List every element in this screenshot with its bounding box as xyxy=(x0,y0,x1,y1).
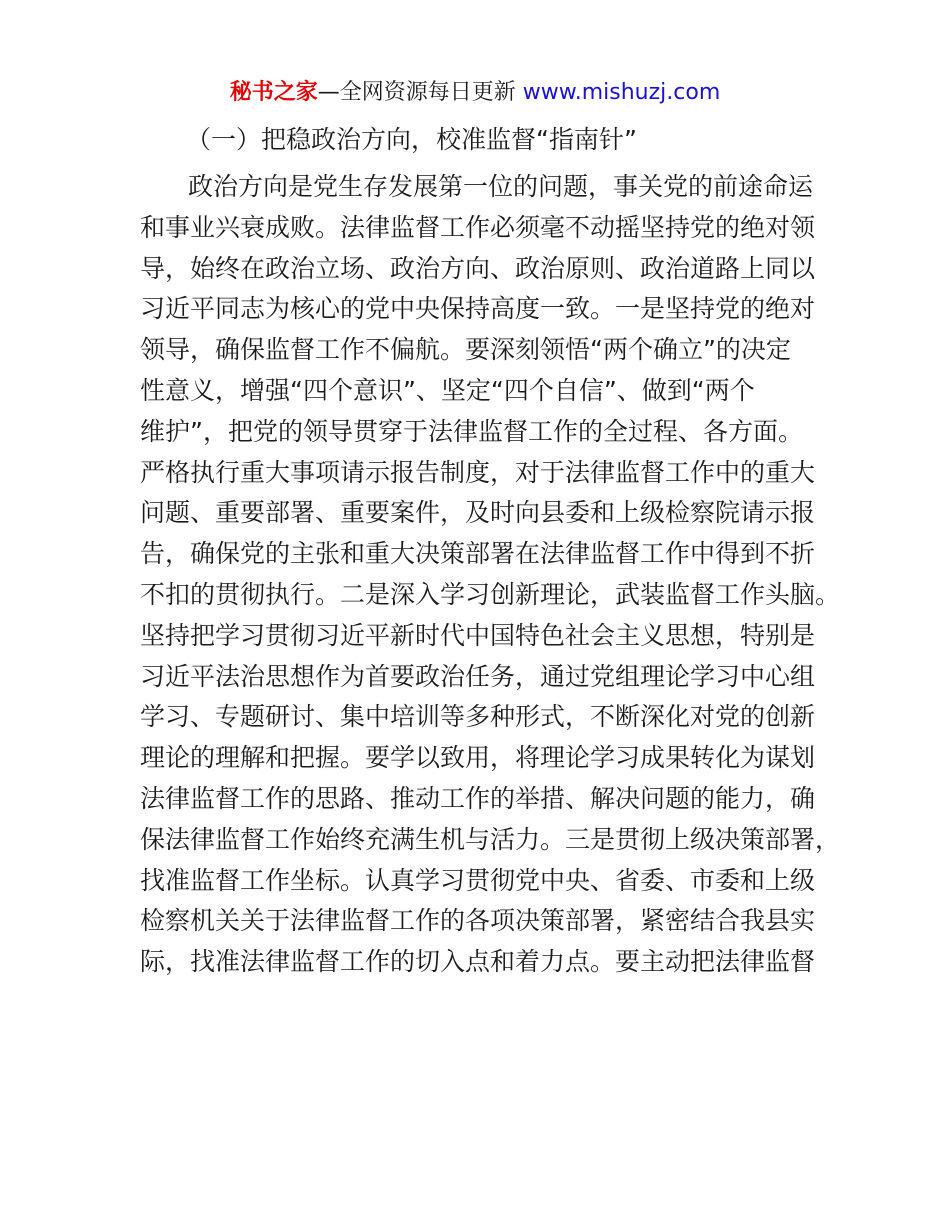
body-line: 问题、重要部署、重要案件，及时向县委和上级检察院请示报 xyxy=(140,498,816,528)
body-line: 学习、专题研讨、集中培训等多种形式，不断深化对党的创新 xyxy=(140,702,816,732)
body-line: 政治方向是党生存发展第一位的问题，事关党的前途命运 xyxy=(188,172,814,201)
site-header xyxy=(0,78,950,108)
body-line: 维护”，把党的领导贯穿于法律监督工作的全过程、各方面。 xyxy=(140,416,803,446)
section-heading: （一）把稳政治方向，校准监督“指南针” xyxy=(186,125,637,154)
body-line: 告，确保党的主张和重大决策部署在法律监督工作中得到不折 xyxy=(140,539,816,569)
brand-name: 秘书之家 xyxy=(229,80,318,105)
body-line: 不扣的贯彻执行。二是深入学习创新理论，武装监督工作头脑。 xyxy=(140,579,841,609)
body-line: 坚持把学习贯彻习近平新时代中国特色社会主义思想，特别是 xyxy=(140,620,816,650)
body-line: 导，始终在政治立场、政治方向、政治原则、政治道路上同以 xyxy=(140,253,816,283)
body-line: 际，找准法律监督工作的切入点和着力点。要主动把法律监督 xyxy=(140,947,816,977)
body-line: 习近平同志为核心的党中央保持高度一致。一是坚持党的绝对 xyxy=(140,294,816,324)
body-line: 找准监督工作坐标。认真学习贯彻党中央、省委、市委和上级 xyxy=(140,865,816,895)
body-paragraph xyxy=(140,167,840,983)
body-line: 性意义，增强“四个意识”、坚定“四个自信”、做到“两个 xyxy=(140,375,755,405)
body-line: 保法律监督工作始终充满生机与活力。三是贯彻上级决策部署， xyxy=(140,824,841,854)
body-line: 理论的理解和把握。要学以致用，将理论学习成果转化为谋划 xyxy=(140,743,816,773)
body-line: 领导，确保监督工作不偏航。要深刻领悟“两个确立”的决定 xyxy=(140,335,791,365)
body-line: 严格执行重大事项请示报告制度，对于法律监督工作中的重大 xyxy=(140,457,816,487)
body-line: 检察机关关于法律监督工作的各项决策部署，紧密结合我县实 xyxy=(140,906,816,936)
body-line: 和事业兴衰成败。法律监督工作必须毫不动摇坚持党的绝对领 xyxy=(140,212,816,242)
body-line: 习近平法治思想作为首要政治任务，通过党组理论学习中心组 xyxy=(140,661,816,691)
body-line: 法律监督工作的思路、推动工作的举措、解决问题的能力，确 xyxy=(140,783,816,813)
site-url-link[interactable]: www.mishuzj.com xyxy=(522,80,721,105)
site-tagline: —全网资源每日更新 xyxy=(317,80,516,105)
